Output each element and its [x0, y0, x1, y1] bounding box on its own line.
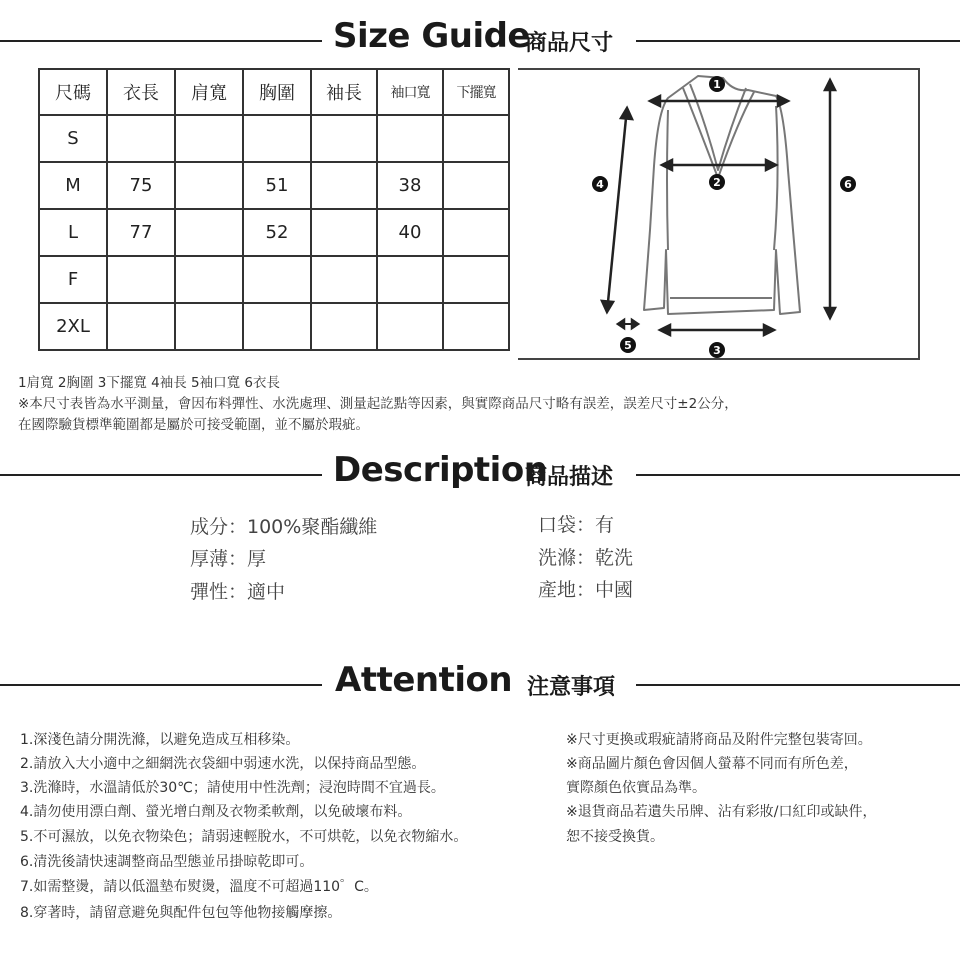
cell-size: L	[39, 209, 107, 256]
cell	[175, 303, 243, 350]
attention-title: Attention	[335, 660, 513, 700]
cell	[243, 303, 311, 350]
measurement-note: ※本尺寸表皆為水平測量，會因布料彈性、水洗處理、測量起訖點等因素，與實際商品尺寸略有誤差，誤差尺寸±2公分，	[18, 396, 738, 412]
return-policy: ※商品圖片顏色會因個人螢幕不同而有所色差，	[566, 756, 858, 772]
cell-size: 2XL	[39, 303, 107, 350]
size-guide-title: Size Guide	[333, 16, 530, 56]
cell	[377, 256, 443, 303]
cell	[377, 115, 443, 162]
cell	[443, 256, 509, 303]
cell: 75	[107, 162, 175, 209]
cell	[107, 256, 175, 303]
cell	[443, 209, 509, 256]
divider-right	[636, 684, 960, 686]
cell	[377, 303, 443, 350]
cell: 51	[243, 162, 311, 209]
cell	[311, 209, 377, 256]
care-instruction: 5.不可濕放，以免衣物染色；請弱速輕脫水，不可烘乾，以免衣物縮水。	[20, 829, 468, 845]
table-row	[39, 162, 509, 209]
care-instruction: 4.請勿使用漂白劑、螢光增白劑及衣物柔軟劑，以免破壞布料。	[20, 804, 412, 820]
material: 成分：100%聚酯纖維	[190, 516, 378, 538]
cell: 52	[243, 209, 311, 256]
cell: 38	[377, 162, 443, 209]
marker-2: 2	[713, 176, 721, 189]
cell	[175, 209, 243, 256]
cell-size: S	[39, 115, 107, 162]
marker-3: 3	[713, 344, 721, 357]
header-hem: 下擺寬	[443, 69, 509, 115]
care-instruction: 6.清洗後請快速調整商品型態並吊掛晾乾即可。	[20, 854, 314, 870]
cell	[443, 162, 509, 209]
elasticity: 彈性：適中	[190, 581, 286, 603]
garment-diagram	[518, 68, 920, 360]
size-notes	[18, 373, 738, 436]
description-subtitle: 商品描述	[525, 465, 614, 490]
divider-left	[0, 684, 322, 686]
cell	[243, 256, 311, 303]
cell	[311, 256, 377, 303]
cell	[175, 256, 243, 303]
measurement-legend: 1肩寬 2胸圍 3下擺寬 4袖長 5袖口寬 6衣長	[18, 375, 280, 391]
pocket: 口袋：有	[538, 514, 615, 536]
table-row	[39, 256, 509, 303]
cell	[107, 303, 175, 350]
return-policy: 恕不接受換貨。	[566, 829, 664, 845]
cell	[443, 115, 509, 162]
cell	[443, 303, 509, 350]
divider-left	[0, 474, 322, 476]
cell	[243, 115, 311, 162]
marker-6: 6	[844, 178, 852, 191]
cell	[311, 303, 377, 350]
care-instruction: 1.深淺色請分開洗滌，以避免造成互相移染。	[20, 732, 300, 748]
cell-size: F	[39, 256, 107, 303]
measurement-note: 在國際驗貨標準範圍都是屬於可接受範圍，並不屬於瑕疵。	[18, 417, 369, 433]
divider-right	[636, 40, 960, 42]
size-table	[38, 68, 510, 351]
header-size: 尺碼	[39, 69, 107, 115]
header-chest: 胸圍	[243, 69, 311, 115]
care-instruction: 7.如需整燙，請以低溫墊布熨燙，溫度不可超過110゜C。	[20, 879, 378, 895]
return-policy: ※尺寸更換或瑕疵請將商品及附件完整包裝寄回。	[566, 732, 872, 748]
cell: 77	[107, 209, 175, 256]
cell	[311, 115, 377, 162]
origin: 產地：中國	[538, 579, 634, 601]
description-title: Description	[333, 450, 548, 490]
header-sleeve: 袖長	[311, 69, 377, 115]
attention-header	[0, 660, 960, 710]
attention-subtitle: 注意事項	[527, 675, 616, 700]
cell	[175, 115, 243, 162]
table-row	[39, 209, 509, 256]
divider-left	[0, 40, 322, 42]
marker-5: 5	[624, 339, 632, 352]
care-instruction: 2.請放入大小適中之細網洗衣袋細中弱速水洗，以保持商品型態。	[20, 756, 426, 772]
return-policy: ※退貨商品若遺失吊牌、沾有彩妝/口紅印或缺件，	[566, 804, 877, 820]
return-policy: 實際顏色依實品為準。	[566, 780, 706, 796]
size-guide-header	[0, 16, 960, 66]
table-row	[39, 303, 509, 350]
size-table-header-row	[39, 69, 509, 115]
care-instruction: 8.穿著時，請留意避免與配件包包等他物接觸摩擦。	[20, 905, 342, 921]
description-header	[0, 450, 960, 500]
garment-illustration	[518, 70, 918, 360]
marker-4: 4	[596, 178, 604, 191]
header-cuff: 袖口寬	[377, 69, 443, 115]
header-shoulder: 肩寬	[175, 69, 243, 115]
cell-size: M	[39, 162, 107, 209]
size-guide-subtitle: 商品尺寸	[525, 31, 614, 56]
divider-right	[636, 474, 960, 476]
header-length: 衣長	[107, 69, 175, 115]
washing: 洗滌：乾洗	[538, 547, 634, 569]
cell: 40	[377, 209, 443, 256]
cell	[311, 162, 377, 209]
thickness: 厚薄：厚	[190, 548, 267, 570]
cell	[175, 162, 243, 209]
table-row	[39, 115, 509, 162]
marker-1: 1	[713, 78, 721, 91]
care-instruction: 3.洗滌時，水溫請低於30℃；請使用中性洗劑；浸泡時間不宜過長。	[20, 780, 445, 796]
cell	[107, 115, 175, 162]
